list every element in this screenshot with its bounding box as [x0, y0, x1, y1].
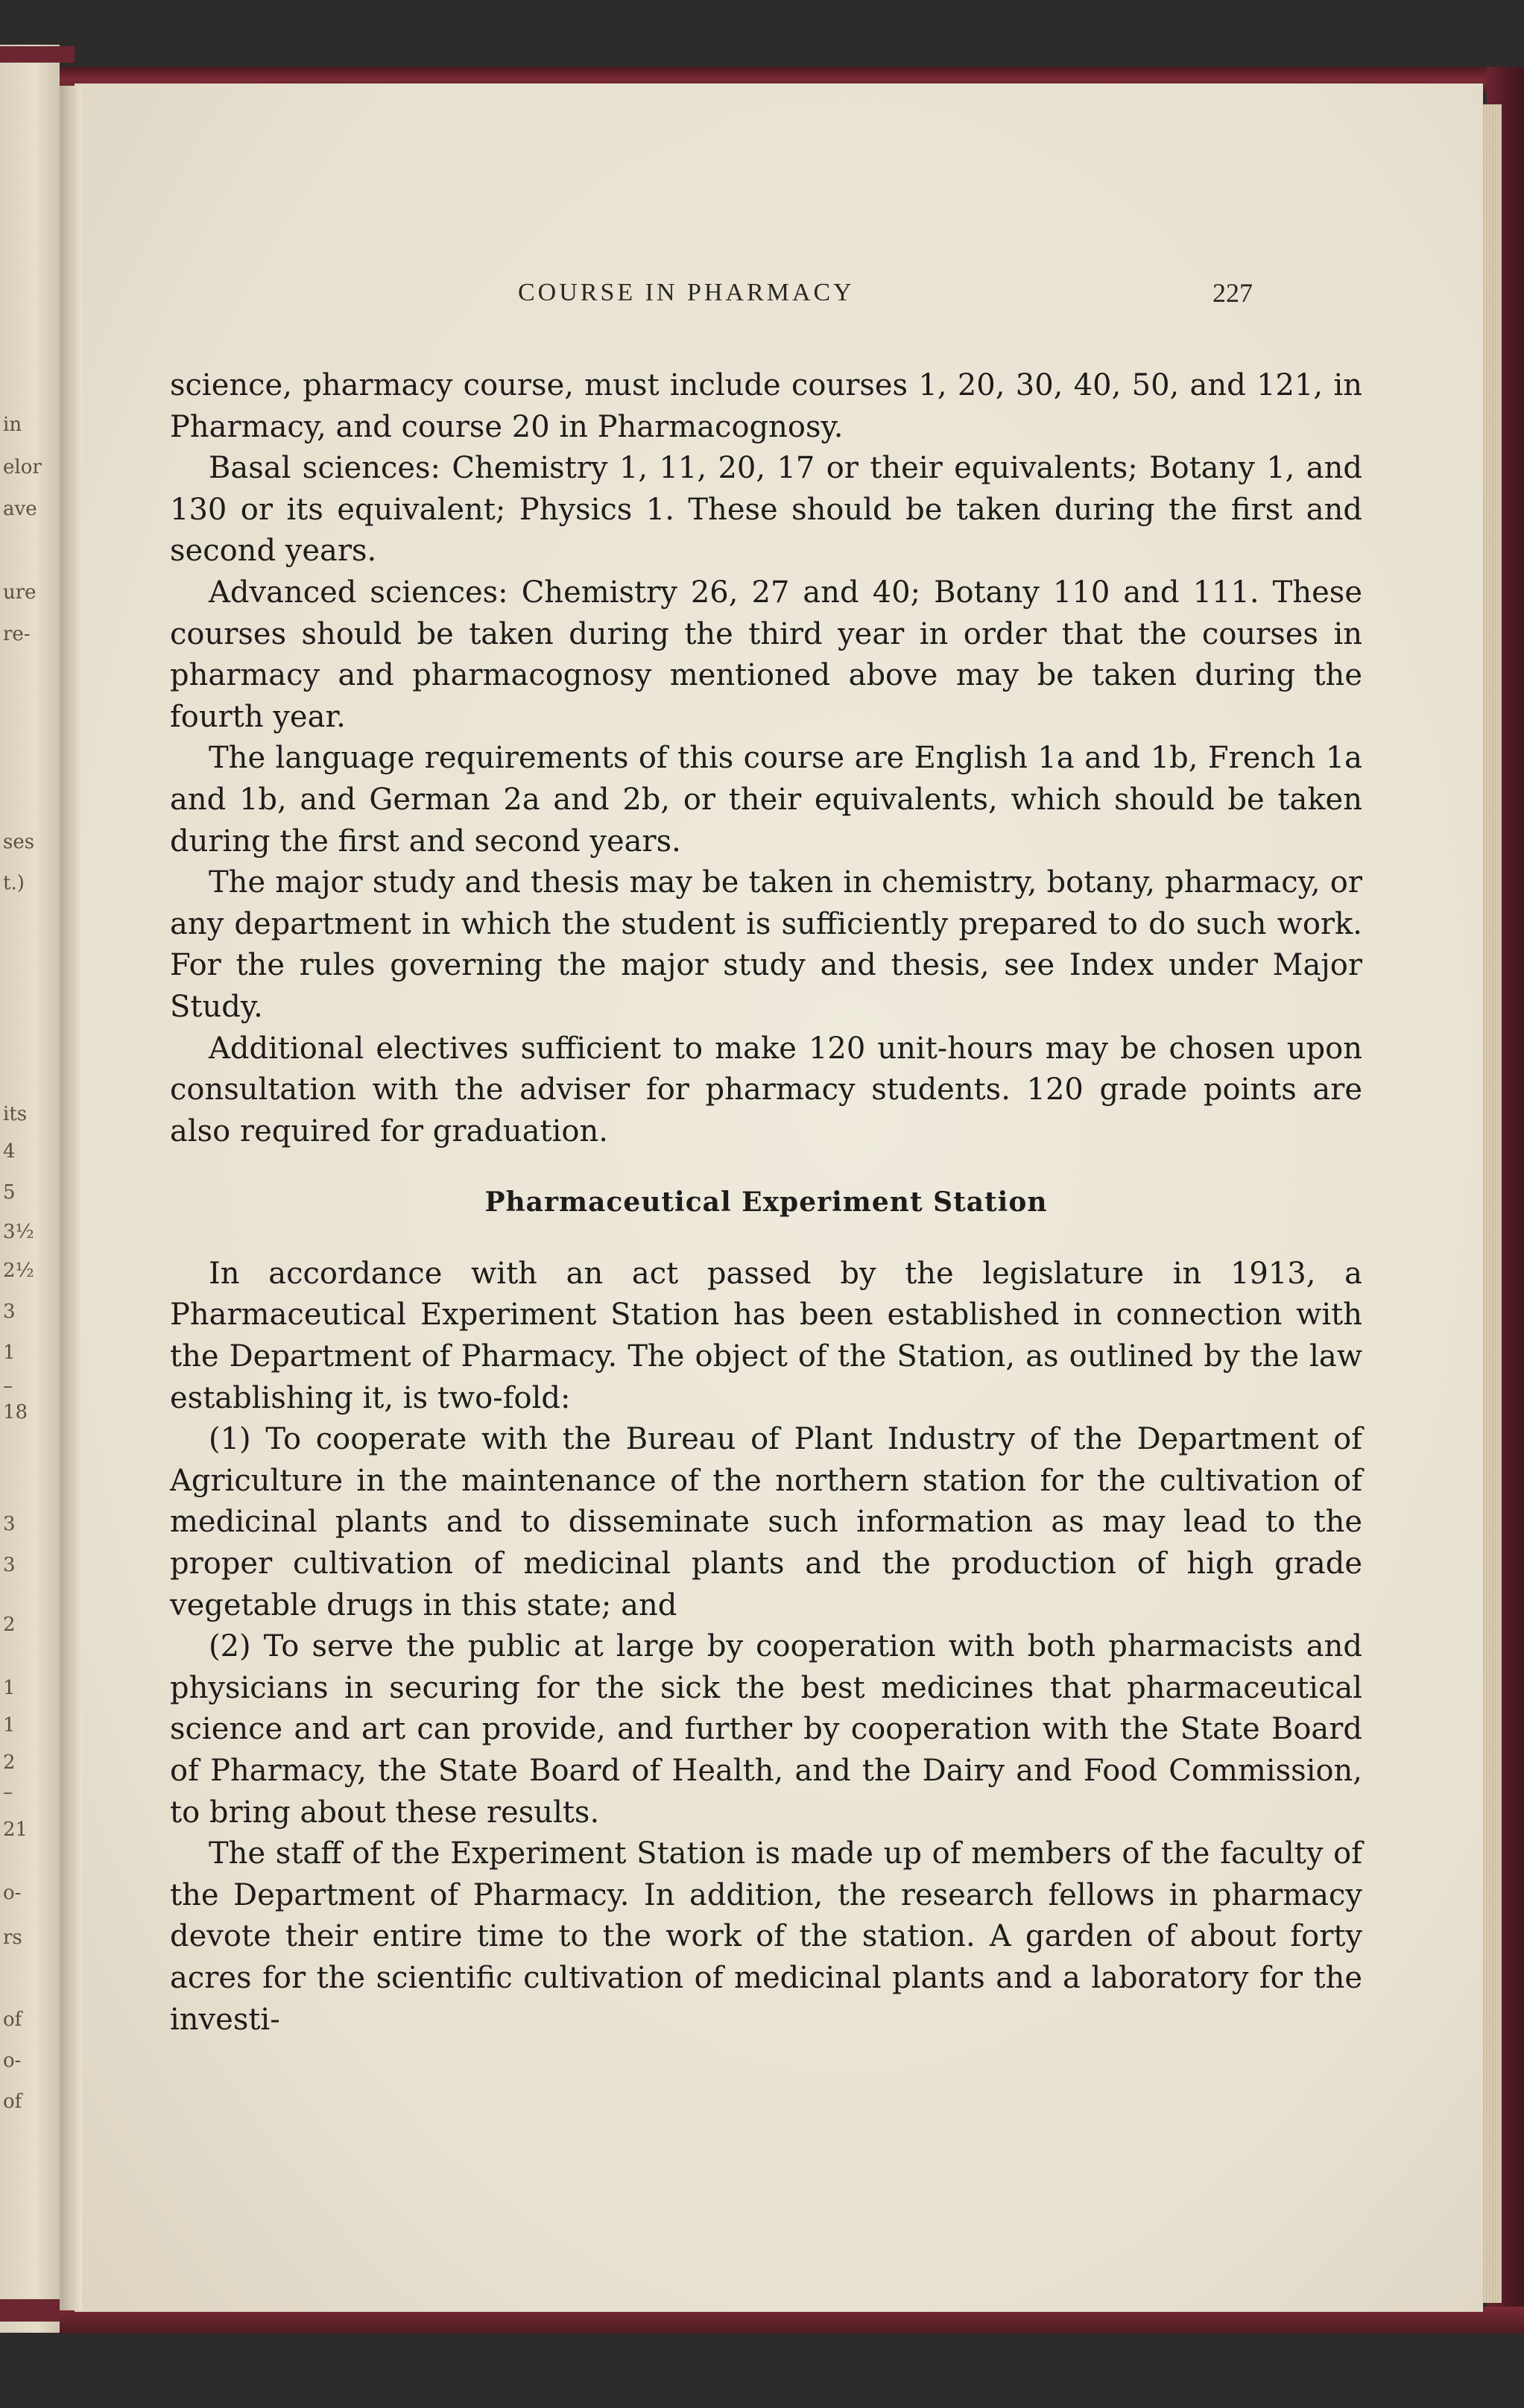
margin-fragment: 3½: [3, 1221, 34, 1243]
margin-fragment: –: [3, 1781, 13, 1804]
paragraph: The staff of the Experiment Station is made up of members of the faculty of the Department of Pharmacy. In addition, the research fellows in pharmacy devote their entire time to the work of the station. A garden of about forty acres for the scientific cultivation of medicinal plants and a laboratory for the investi-: [170, 1836, 1362, 2037]
margin-fragment: 2½: [3, 1260, 34, 1282]
margin-fragment: re-: [3, 623, 31, 645]
margin-fragment: 21: [3, 1818, 28, 1841]
margin-fragment: t.): [3, 872, 25, 894]
paragraph: Basal sciences: Chemistry 1, 11, 20, 17 or their equivalents; Botany 1, and 130 or its equivalent; Physics 1. These should be taken during the first and second years.: [170, 451, 1362, 569]
margin-fragment: o-: [3, 1882, 22, 1904]
page-number: 227: [1212, 278, 1253, 308]
page-body: [170, 365, 1362, 2041]
margin-fragment: 2: [3, 1614, 16, 1636]
book-page: [75, 83, 1483, 2312]
facing-cover-top: [0, 46, 75, 63]
margin-fragment: rs: [3, 1927, 22, 1949]
paragraph: The major study and thesis may be taken in chemistry, botany, pharmacy, or any department in which the student is sufficiently prepared to do such work. For the rules governing the major study and thesis, see Index under Major Study.: [170, 865, 1362, 1024]
margin-fragment: 3: [3, 1301, 16, 1323]
margin-fragment: 4: [3, 1140, 16, 1163]
margin-fragment: its: [3, 1103, 28, 1125]
margin-fragment: 1: [3, 1677, 16, 1699]
margin-fragment: 3: [3, 1554, 16, 1576]
running-head: [75, 279, 1483, 323]
margin-fragment: –: [3, 1375, 13, 1397]
margin-fragment: ure: [3, 581, 37, 604]
paragraph: Additional electives sufficient to make 120 unit-hours may be chosen upon consultation with the adviser for pharmacy students. 120 grade points are also required for graduation.: [170, 1031, 1362, 1148]
margin-fragment: 1: [3, 1342, 16, 1364]
running-head-title: COURSE IN PHARMACY: [518, 279, 855, 306]
margin-fragment: ses: [3, 831, 35, 853]
margin-fragment: of: [3, 2009, 22, 2031]
margin-fragment: 2: [3, 1751, 16, 1774]
paragraph: (2) To serve the public at large by cooperation with both pharmacists and physicians in securing for the sick the best medicines that pharmaceutical science and art can provide, and further by cooperation with the State Board of Pharmacy, the State Board of Health, and the Dairy and Food Commission, to bring about these results.: [170, 1629, 1362, 1830]
paragraph: In accordance with an act passed by the legislature in 1913, a Pharmaceutical Experiment Station has been established in connection with the Department of Pharmacy. The object of the Station, as outlined by the law establishing it, is two-fold:: [170, 1256, 1362, 1415]
margin-fragment: in: [3, 414, 22, 436]
margin-fragment: 18: [3, 1401, 28, 1423]
paragraph: The language requirements of this course are English 1a and 1b, French 1a and 1b, and German 2a and 2b, or their equivalents, which should be taken during the first and second years.: [170, 741, 1362, 859]
margin-fragment: 1: [3, 1714, 16, 1737]
margin-fragment: o-: [3, 2050, 22, 2072]
paragraph: science, pharmacy course, must include courses 1, 20, 30, 40, 50, and 121, in Pharmacy, and course 20 in Pharmacognosy.: [170, 368, 1362, 444]
margin-fragment: 3: [3, 1513, 16, 1535]
section-heading: Pharmaceutical Experiment Station: [484, 1186, 1048, 1219]
margin-fragment: of: [3, 2091, 22, 2113]
margin-fragment: 5: [3, 1181, 16, 1204]
paragraph: Advanced sciences: Chemistry 26, 27 and 40; Botany 110 and 111. These courses should be taken during the third year in order that the courses in pharmacy and pharmacognosy mentioned above may be taken during the fourth year.: [170, 575, 1362, 734]
margin-fragment: elor: [3, 456, 42, 478]
margin-fragment: ave: [3, 498, 37, 520]
paragraph: (1) To cooperate with the Bureau of Plant Industry of the Department of Agriculture in the maintenance of the northern station for the cultivation of medicinal plants and to disseminate such information as may lead to the proper cultivation of medicinal plants and the production of high grade vegetable drugs in this state; and: [170, 1422, 1362, 1622]
spine-shadow: [60, 86, 82, 2310]
